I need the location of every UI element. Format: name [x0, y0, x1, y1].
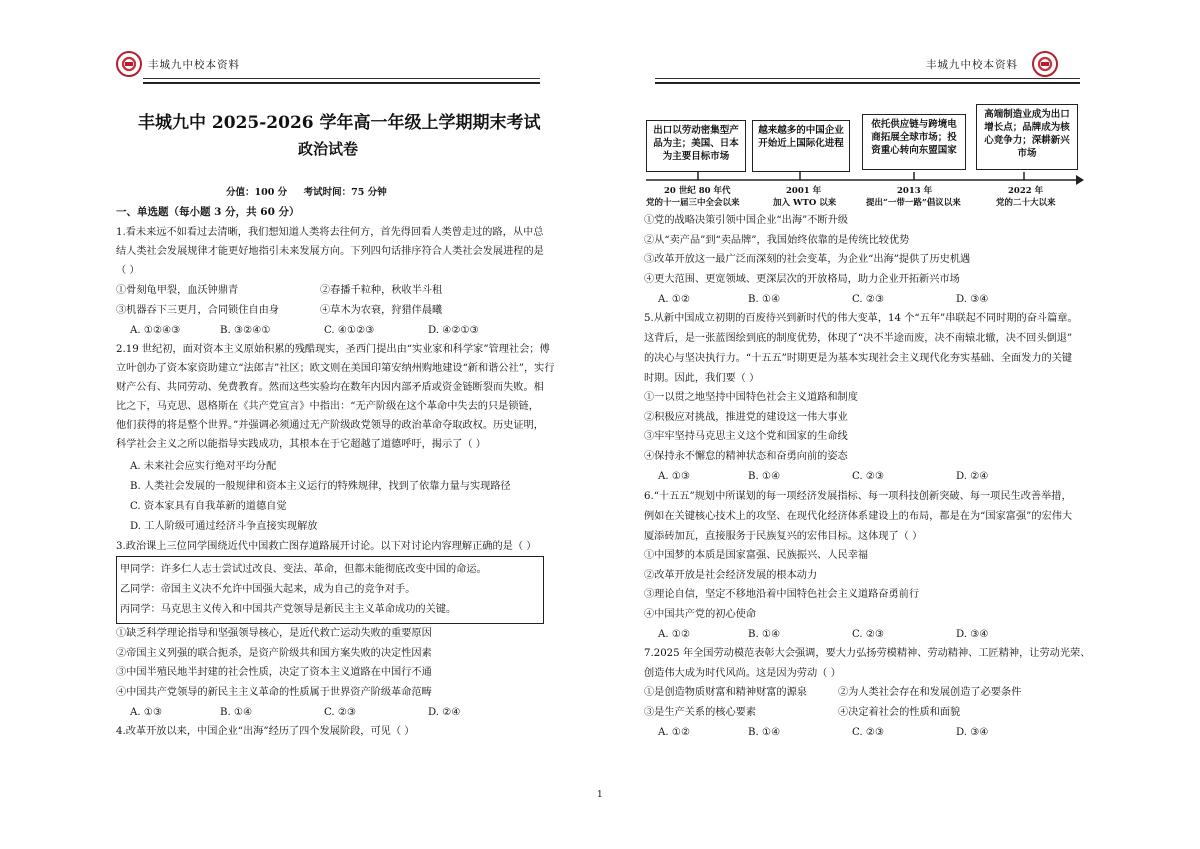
q4-option-b[interactable]: B. ①④ [748, 294, 781, 305]
q7-item: ②为人类社会存在和发展创造了必要条件 [838, 687, 1022, 698]
q6-option-d[interactable]: D. ③④ [956, 629, 989, 640]
q4-option-c[interactable]: C. ②③ [852, 294, 885, 305]
q6-stem-line: 6.“十五五”规划中所谋划的每一项经济发展指标、每一项科技创新突破、每一项民生改善举措， [644, 491, 1072, 502]
q5-option-c[interactable]: C. ②③ [852, 471, 885, 482]
q1-item: ①骨刻龟甲裂，血沃钟鼎青 [116, 285, 239, 296]
q4-item: ③改革开放这一最广泛而深刻的社会变革，为企业“出海”提供了历史机遇 [644, 254, 971, 265]
score-info: 分值：100 分 考试时间：75 分钟 [226, 187, 387, 198]
q5-item: ②积极应对挑战，推进党的建设这一伟大事业 [644, 412, 848, 423]
timeline-box-3: 依托供应链与跨境电商拓展全球市场；投资重心转向东盟国家 [862, 114, 966, 170]
q5-option-a[interactable]: A. ①③ [658, 471, 691, 482]
q1-item: ④草木为农衰，狩猎伴晨曦 [320, 305, 443, 316]
q6-item: ③理论自信，坚定不移地沿着中国特色社会主义道路奋勇前行 [644, 589, 920, 600]
timeline-box-4: 高端制造业成为出口增长点；品牌成为核心竞争力；深耕新兴市场 [976, 104, 1078, 170]
q3-box-line: 甲同学：许多仁人志士尝试过改良、变法、革命，但都未能彻底改变中国的命运。 [120, 564, 487, 575]
q3-option-a[interactable]: A. ①③ [130, 707, 163, 718]
q7-stem-line: 7.2025 年全国劳动模范表彰大会强调，要大力弘扬劳模精神、劳动精神、工匠精神，让劳动光荣、 [644, 648, 1091, 659]
timeline-year-2: 2001 年 [786, 186, 822, 196]
q7-item: ①是创造物质财富和精神财富的源泉 [644, 687, 807, 698]
q1-stem-line: （ ） [116, 265, 140, 276]
timeline-year-3: 2013 年 [897, 186, 933, 196]
section-title: 一、单选题（每小题 3 分，共 60 分） [116, 206, 300, 218]
q1-item: ②春播千粒种，秋收半斗租 [320, 285, 443, 296]
header-school-label: 丰城九中校本资料 [148, 59, 240, 71]
q6-option-b[interactable]: B. ①④ [748, 629, 781, 640]
header-divider-thick [143, 82, 540, 84]
exam-title: 丰城九中 2025-2026 学年高一年级上学期期末考试 [138, 113, 541, 133]
q2-option-b[interactable]: B. 人类社会发展的一般规律和资本主义运行的特殊规律，找到了依靠力量与实现路径 [130, 481, 511, 492]
q6-stem-line: 例如在关键核心技术上的攻坚、在现代化经济体系建设上的布局，都是在为“国家富强”的宏伟大 [644, 511, 1073, 522]
q4-option-a[interactable]: A. ①② [658, 294, 691, 305]
header-school-label-right: 丰城九中校本资料 [926, 59, 1018, 71]
q2-option-a[interactable]: A. 未来社会应实行绝对平均分配 [130, 461, 277, 472]
q1-option-b[interactable]: B. ③②④① [220, 325, 271, 336]
q7-option-a[interactable]: A. ①② [658, 727, 691, 738]
q5-stem-line: 的决心与坚决执行力。“十五五”时期更是为基本实现社会主义现代化夯实基础、全面发力的关键 [644, 353, 1073, 364]
timeline-event-2: 加入 WTO 以来 [773, 198, 837, 208]
q1-stem-line: 结人类社会发展规律才能更好地指引未来发展方向。下列四句话排序符合人类社会发展进程的是 [116, 246, 544, 257]
timeline-event-1: 党的十一届三中全会以来 [646, 198, 740, 208]
timeline-year-1: 20 世纪 80 年代 [664, 186, 731, 196]
q3-box-line: 乙同学：帝国主义决不允许中国强大起来，成为自己的竞争对手。 [120, 584, 416, 595]
q2-stem-line: 财产公有、共同劳动、免费教育。然而这些实验均在数年内因内部矛盾或资金链断裂而失败。相 [116, 382, 544, 393]
q3-box-line: 丙同学：马克思主义传入和中国共产党领导是新民主主义革命成功的关键。 [120, 604, 457, 615]
page-number: 1 [597, 790, 603, 800]
q5-item: ③牢牢坚持马克思主义这个党和国家的生命线 [644, 431, 848, 442]
school-seal-icon [116, 51, 142, 77]
q3-option-b[interactable]: B. ①④ [220, 707, 253, 718]
q5-item: ①一以贯之地坚持中国特色社会主义道路和制度 [644, 392, 858, 403]
q1-stem-line: 1.看未来远不如看过去清晰，我们想知道人类将去往何方，首先得回看人类曾走过的路，从中总 [116, 227, 544, 238]
q2-option-c[interactable]: C. 资本家具有自我革新的道德自觉 [130, 501, 287, 512]
q4-item: ①党的战略决策引领中国企业“出海”不断升级 [644, 215, 848, 226]
q6-item: ②改革开放是社会经济发展的根本动力 [644, 570, 818, 581]
q2-stem-line: 他们获得的将是整个世界。”并强调必须通过无产阶级政党领导的政治革命夺取政权。历史证明， [116, 420, 544, 431]
q3-option-c[interactable]: C. ②③ [324, 707, 357, 718]
q5-stem-line: 5.从新中国成立初期的百废待兴到新时代的伟大变革，14 个“五年”串联起不同时期的奋斗篇章。 [644, 313, 1078, 324]
q7-option-b[interactable]: B. ①④ [748, 727, 781, 738]
q5-stem-line: 这背后，是一张蓝图绘到底的制度优势，体现了“决不半途而废，决不南辕北辙，决不回头倒退” [644, 333, 1073, 344]
q2-stem-line: 2.19 世纪初，面对资本主义原始积累的残酷现实，圣西门提出由“实业家和科学家”管理社会；傅 [116, 344, 550, 355]
q1-item: ③机器吞下三更月，合同锁住自由身 [116, 305, 279, 316]
q2-stem-line: 科学社会主义之所以能指导实践成功，其根本在于它超越了道德呼吁，揭示了（ ） [116, 439, 486, 450]
timeline-year-4: 2022 年 [1008, 186, 1044, 196]
timeline-box-1: 出口以劳动密集型产品为主；美国、日本为主要目标市场 [646, 120, 746, 172]
school-seal-icon [1032, 51, 1058, 77]
q3-item: ②帝国主义列强的联合扼杀，是资产阶级共和国方案失败的决定性因素 [116, 648, 432, 659]
q5-option-d[interactable]: D. ②④ [956, 471, 989, 482]
q3-option-d[interactable]: D. ②④ [428, 707, 461, 718]
q7-item: ③是生产关系的核心要素 [644, 707, 757, 718]
q6-stem-line: 厦添砖加瓦，直接服务于民族复兴的宏伟目标。这体现了（ ） [644, 531, 923, 542]
q3-item: ④中国共产党领导的新民主主义革命的性质属于世界资产阶级革命范畴 [116, 687, 432, 698]
q1-option-d[interactable]: D. ④②①③ [428, 325, 479, 336]
q4-item: ④更大范围、更宽领域、更深层次的开放格局，助力企业开拓新兴市场 [644, 274, 960, 285]
q7-option-c[interactable]: C. ②③ [852, 727, 885, 738]
timeline-event-4: 党的二十大以来 [996, 198, 1056, 208]
header-divider [143, 78, 540, 79]
q6-option-a[interactable]: A. ①② [658, 629, 691, 640]
q2-stem-line: 立叶创办了资本家资助建立“法郎吉”社区；欧文则在美国印第安纳州购地建设“新和谐公社”，实行 [116, 363, 555, 374]
q5-stem-line: 时期。因此，我们要（ ） [644, 373, 760, 384]
q6-option-c[interactable]: C. ②③ [852, 629, 885, 640]
q1-option-c[interactable]: C. ④①②③ [324, 325, 375, 336]
q5-option-b[interactable]: B. ①④ [748, 471, 781, 482]
timeline-event-3: 提出“一带一路”倡议以来 [866, 198, 961, 208]
q4-stem: 4.改革开放以来，中国企业“出海”经历了四个发展阶段，可见（ ） [116, 726, 415, 737]
q3-item: ①缺乏科学理论指导和坚强领导核心，是近代救亡运动失败的重要原因 [116, 628, 432, 639]
timeline-box-2: 越来越多的中国企业开始近上国际化进程 [752, 120, 850, 172]
q2-stem-line: 比之下，马克思、恩格斯在《共产党宣言》中指出：“无产阶级在这个革命中失去的只是锁链， [116, 401, 539, 412]
q4-item: ②从“卖产品”到“卖品牌”，我国始终依靠的是传统比较优势 [644, 235, 910, 246]
q7-item: ④决定着社会的性质和面貌 [838, 707, 961, 718]
header-divider-right [655, 78, 1080, 79]
exam-subtitle: 政治试卷 [298, 140, 359, 158]
q3-item: ③中国半殖民地半封建的社会性质，决定了资本主义道路在中国行不通 [116, 667, 432, 678]
q7-stem-line: 创造伟大成为时代风尚。这是因为劳动（ ） [644, 668, 841, 679]
q4-option-d[interactable]: D. ③④ [956, 294, 989, 305]
q7-option-d[interactable]: D. ③④ [956, 727, 989, 738]
q3-stem: 3.政治课上三位同学围绕近代中国救亡图存道路展开讨论。以下对讨论内容理解正确的是（ ） [116, 541, 537, 552]
q5-item: ④保持永不懈怠的精神状态和奋勇向前的姿态 [644, 451, 848, 462]
q6-item: ①中国梦的本质是国家富强、民族振兴、人民幸福 [644, 550, 869, 561]
q6-item: ④中国共产党的初心使命 [644, 609, 757, 620]
header-divider-thick-right [655, 82, 1080, 84]
q2-option-d[interactable]: D. 工人阶级可通过经济斗争直接实现解放 [130, 521, 318, 532]
q1-option-a[interactable]: A. ①②④③ [130, 325, 181, 336]
